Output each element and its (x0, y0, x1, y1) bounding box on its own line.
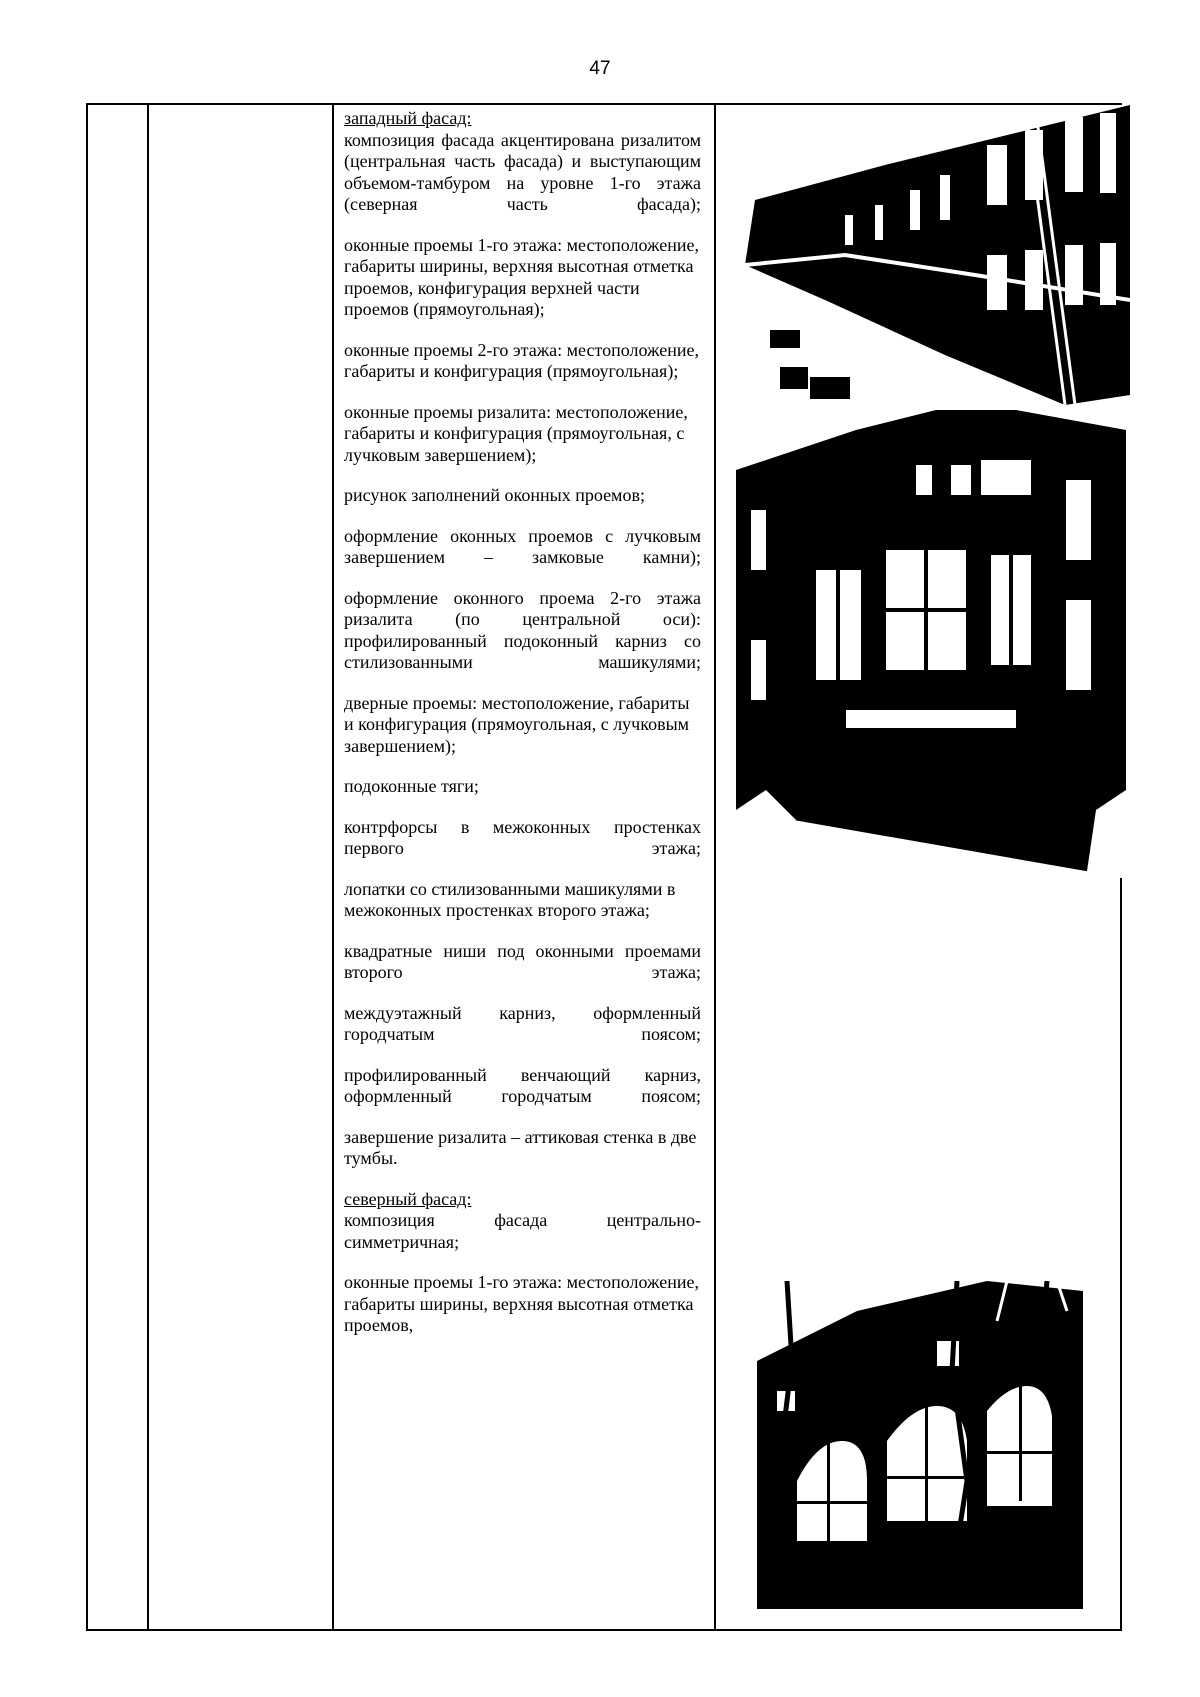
photo-facade-risalit (736, 410, 1126, 878)
list-item: лопатки со стилизованными машикулями в межоконных простенках второго этажа; (344, 878, 676, 920)
column-divider-3 (714, 105, 716, 1629)
list-item: оконные проемы 1-го этажа: местоположение, габариты ширины, верхняя высотная отметка проемов, конфигурация верхней части проемов (прямоугольная); (344, 234, 699, 319)
list-item: контрфорсы в межоконных простенках первого этажа; (344, 816, 701, 858)
list-item: завершение ризалита – аттиковая стенка в две тумбы. (344, 1126, 697, 1168)
list-item: дверные проемы: местоположение, габариты и конфигурация (прямоугольная, с лучковым завершением); (344, 692, 690, 756)
list-item: подоконные тяги; (344, 776, 479, 796)
page-number: 47 (589, 58, 611, 79)
list-item: междуэтажный карниз, оформленный городчатым поясом; (344, 1002, 701, 1044)
photo-facade-perspective-image (725, 105, 1130, 410)
photo-facade-risalit-image (736, 410, 1126, 878)
list-item: квадратные ниши под оконными проемами второго этажа; (344, 940, 701, 982)
west-facade-heading: западный фасад: (344, 108, 472, 128)
north-facade-composition: композиция фасада центрально-симметричная; (344, 1210, 701, 1252)
list-item: оформление оконного проема 2-го этажа ризалита (по центральной оси): профилированный подоконный карниз со стилизованными машикулями; (344, 587, 701, 672)
list-item: оконные проемы ризалита: местоположение, габариты и конфигурация (прямоугольная, с лучковым завершением); (344, 401, 688, 465)
list-item: рисунок заполнений оконных проемов; (344, 485, 645, 505)
column-divider-1 (147, 105, 149, 1629)
list-item: профилированный венчающий карниз, оформленный городчатым поясом; (344, 1064, 701, 1106)
list-item: оконные проемы 1-го этажа: местоположение, габариты ширины, верхняя высотная отметка проемов, (344, 1272, 699, 1335)
photo-facade-perspective (725, 105, 1130, 410)
west-facade-composition: композиция фасада акцентирована ризалитом (центральная часть фасада) и выступающим объемом-тамбуром на уровне 1-го этажа (северная часть фасада); (344, 129, 701, 214)
list-item: оформление оконных проемов с лучковым завершением – замковые камни); (344, 525, 701, 567)
north-facade-heading: северный фасад: (344, 1188, 472, 1209)
photo-facade-trees (757, 1281, 1083, 1609)
list-item: оконные проемы 2-го этажа: местоположение, габариты и конфигурация (прямоугольная); (344, 339, 699, 381)
subject-description (344, 105, 701, 1356)
column-divider-2 (332, 105, 334, 1629)
monument-table (86, 103, 1122, 1631)
photo-facade-trees-image (757, 1281, 1083, 1609)
